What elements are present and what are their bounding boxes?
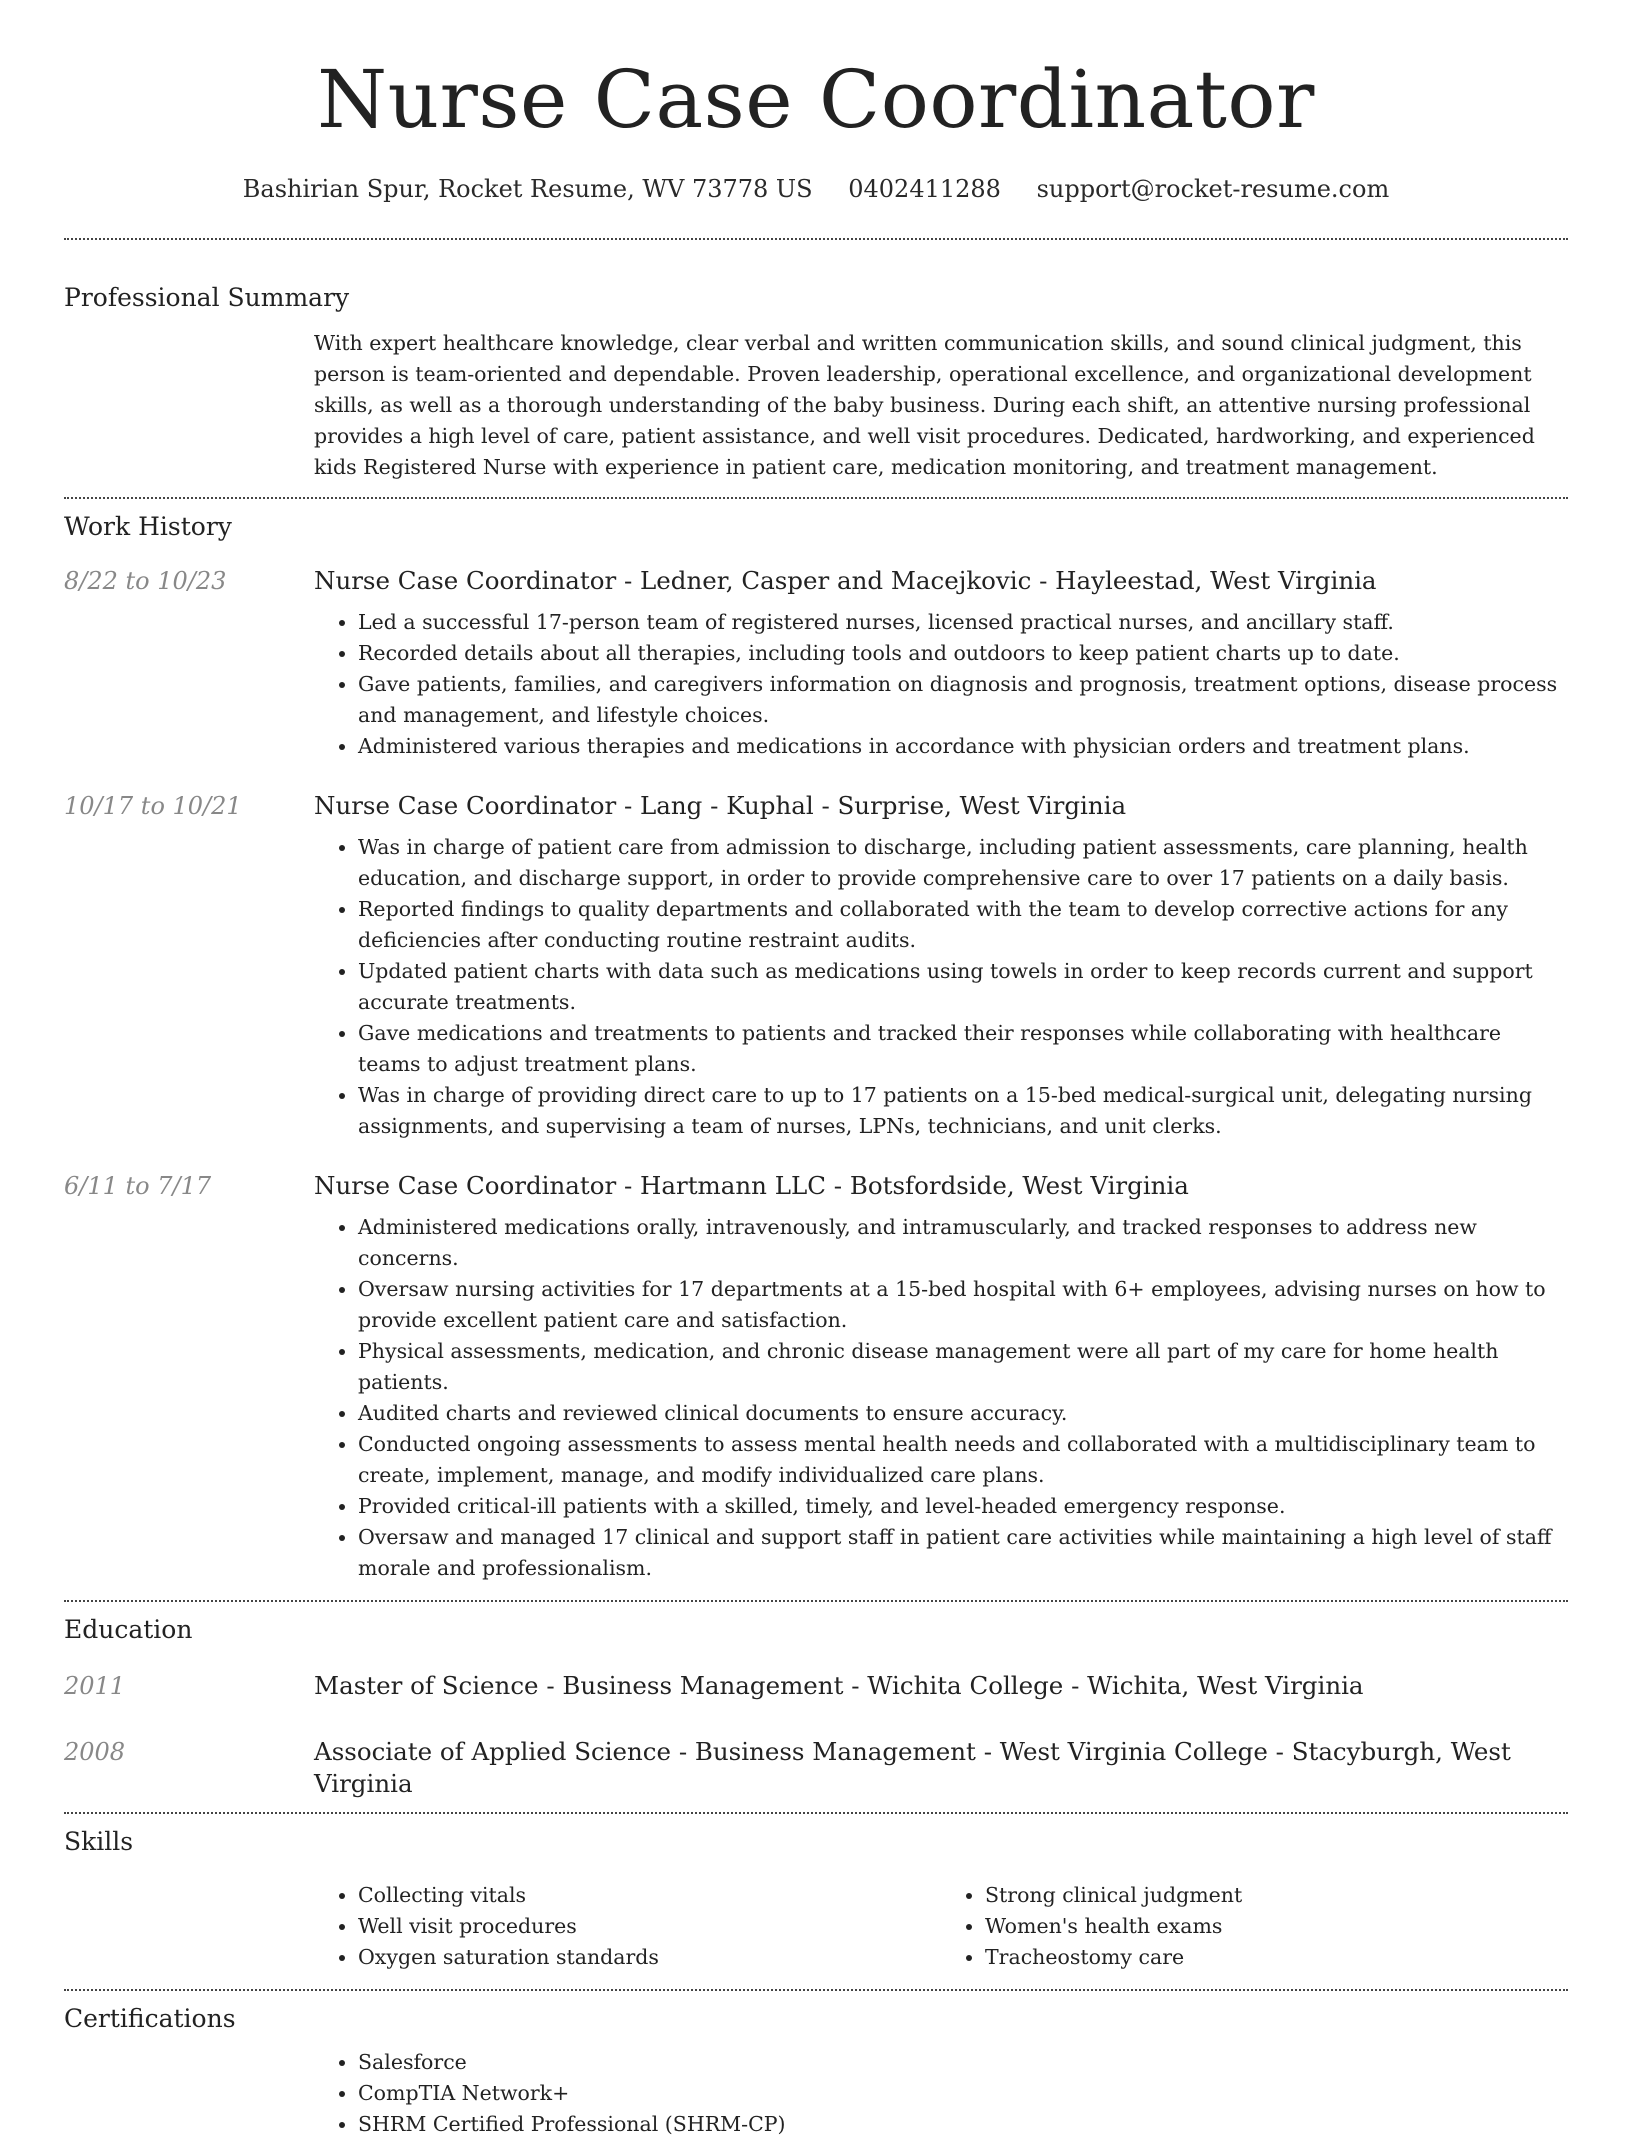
list-item: • Recorded details about all therapies, including tools and outdoors to keep patient charts up to date. — [358, 638, 1568, 669]
job-heading: Nurse Case Coordinator - Hartmann LLC - Botsfordside, West Virginia — [314, 1171, 1189, 1200]
education-heading: Associate of Applied Science - Business Management - West Virginia College - Stacyburgh, West Virginia — [314, 1737, 1511, 1798]
list-item: • Well visit procedures — [358, 1911, 941, 1942]
job-entry — [64, 790, 1568, 1142]
list-item: • Salesforce — [358, 2047, 1568, 2078]
job-dates: 10/17 to 10/21 — [64, 792, 242, 820]
education-entry — [64, 1670, 1568, 1702]
job-entry — [64, 565, 1568, 762]
education-entry — [64, 1736, 1568, 1800]
education-section — [64, 1602, 1568, 1812]
work-history-section — [64, 499, 1568, 1600]
list-item: • Administered various therapies and medications in accordance with physician orders and treatment plans. — [358, 731, 1568, 762]
list-item: • Oversaw nursing activities for 17 departments at a 15-bed hospital with 6+ employees, advising nurses on how to provide excellent patient care and satisfaction. — [358, 1274, 1568, 1336]
list-item: • CompTIA Network+ — [358, 2078, 1568, 2109]
list-item: • Was in charge of patient care from admission to discharge, including patient assessments, care planning, health education, and discharge support, in order to provide comprehensive care to over 17 patients on a daily basis. — [358, 832, 1568, 894]
education-heading: Master of Science - Business Management - Wichita College - Wichita, West Virginia — [314, 1671, 1364, 1700]
list-item: • SHRM Certified Professional (SHRM-CP) — [358, 2109, 1568, 2140]
certifications-list — [314, 2047, 1568, 2140]
skills-title: Skills — [64, 1827, 134, 1856]
job-bullets — [314, 607, 1568, 762]
list-item: • Gave patients, families, and caregivers information on diagnosis and prognosis, treatment options, disease process and management, and lifestyle choices. — [358, 669, 1568, 731]
job-bullets — [314, 1212, 1568, 1584]
education-title: Education — [64, 1615, 193, 1644]
list-item: • Gave medications and treatments to patients and tracked their responses while collaborating with healthcare teams to adjust treatment plans. — [358, 1018, 1568, 1080]
job-entry — [64, 1170, 1568, 1584]
job-dates: 6/11 to 7/17 — [64, 1172, 212, 1200]
skills-section — [64, 1814, 1568, 1989]
list-item: • Audited charts and reviewed clinical documents to ensure accuracy. — [358, 1398, 1568, 1429]
summary-text: With expert healthcare knowledge, clear verbal and written communication skills, and sound clinical judgment, this person is team-oriented and dependable. Proven leadership, operational excellence, and organizational development skills, as well as a thorough understanding of the baby business. During each shift, an attentive nursing professional provides a high level of care, patient assistance, and well visit procedures. Dedicated, hardworking, and experienced kids Registered Nurse with experience in patient care, medication monitoring, and treatment management. — [314, 331, 1535, 479]
education-year: 2011 — [64, 1672, 126, 1700]
list-item: • Administered medications orally, intravenously, and intramuscularly, and tracked responses to address new concerns. — [358, 1212, 1568, 1274]
certifications-section — [64, 1991, 1568, 2140]
candidate-name: Nurse Case Coordinator — [317, 53, 1315, 146]
list-item: • Oversaw and managed 17 clinical and support staff in patient care activities while maintaining a high level of staff morale and professionalism. — [358, 1522, 1568, 1584]
summary-section — [64, 240, 1568, 497]
certifications-title: Certifications — [64, 2004, 236, 2033]
list-item: • Conducted ongoing assessments to assess mental health needs and collaborated with a multidisciplinary team to create, implement, manage, and modify individualized care plans. — [358, 1429, 1568, 1491]
job-heading: Nurse Case Coordinator - Ledner, Casper and Macejkovic - Hayleestad, West Virginia — [314, 566, 1377, 595]
contact-email: support@rocket-resume.com — [1036, 175, 1390, 203]
resume-header — [64, 0, 1568, 204]
list-item: • Physical assessments, medication, and chronic disease management were all part of my care for home health patients. — [358, 1336, 1568, 1398]
job-bullets — [314, 832, 1568, 1142]
skills-list-right — [941, 1880, 1568, 1973]
list-item: • Was in charge of providing direct care to up to 17 patients on a 15-bed medical-surgical unit, delegating nursing assignments, and supervising a team of nurses, LPNs, technicians, and unit clerks. — [358, 1080, 1568, 1142]
contact-phone: 0402411288 — [848, 175, 1001, 203]
list-item: • Provided critical-ill patients with a skilled, timely, and level-headed emergency response. — [358, 1491, 1568, 1522]
list-item: • Collecting vitals — [358, 1880, 941, 1911]
list-item: • Women's health exams — [985, 1911, 1568, 1942]
list-item: • Led a successful 17-person team of registered nurses, licensed practical nurses, and ancillary staff. — [358, 607, 1568, 638]
list-item: • Strong clinical judgment — [985, 1880, 1568, 1911]
contact-line — [64, 174, 1568, 204]
list-item: • Oxygen saturation standards — [358, 1942, 941, 1973]
work-history-title: Work History — [64, 512, 232, 541]
list-item: • Reported findings to quality departments and collaborated with the team to develop corrective actions for any deficiencies after conducting routine restraint audits. — [358, 894, 1568, 956]
contact-address: Bashirian Spur, Rocket Resume, WV 73778 US — [242, 175, 813, 203]
skills-list-left — [314, 1880, 941, 1973]
education-year: 2008 — [64, 1738, 126, 1766]
list-item: • Tracheostomy care — [985, 1942, 1568, 1973]
summary-title: Professional Summary — [64, 283, 350, 312]
list-item: • Updated patient charts with data such as medications using towels in order to keep records current and support accurate treatments. — [358, 956, 1568, 1018]
job-heading: Nurse Case Coordinator - Lang - Kuphal - Surprise, West Virginia — [314, 791, 1127, 820]
job-dates: 8/22 to 10/23 — [64, 567, 227, 595]
